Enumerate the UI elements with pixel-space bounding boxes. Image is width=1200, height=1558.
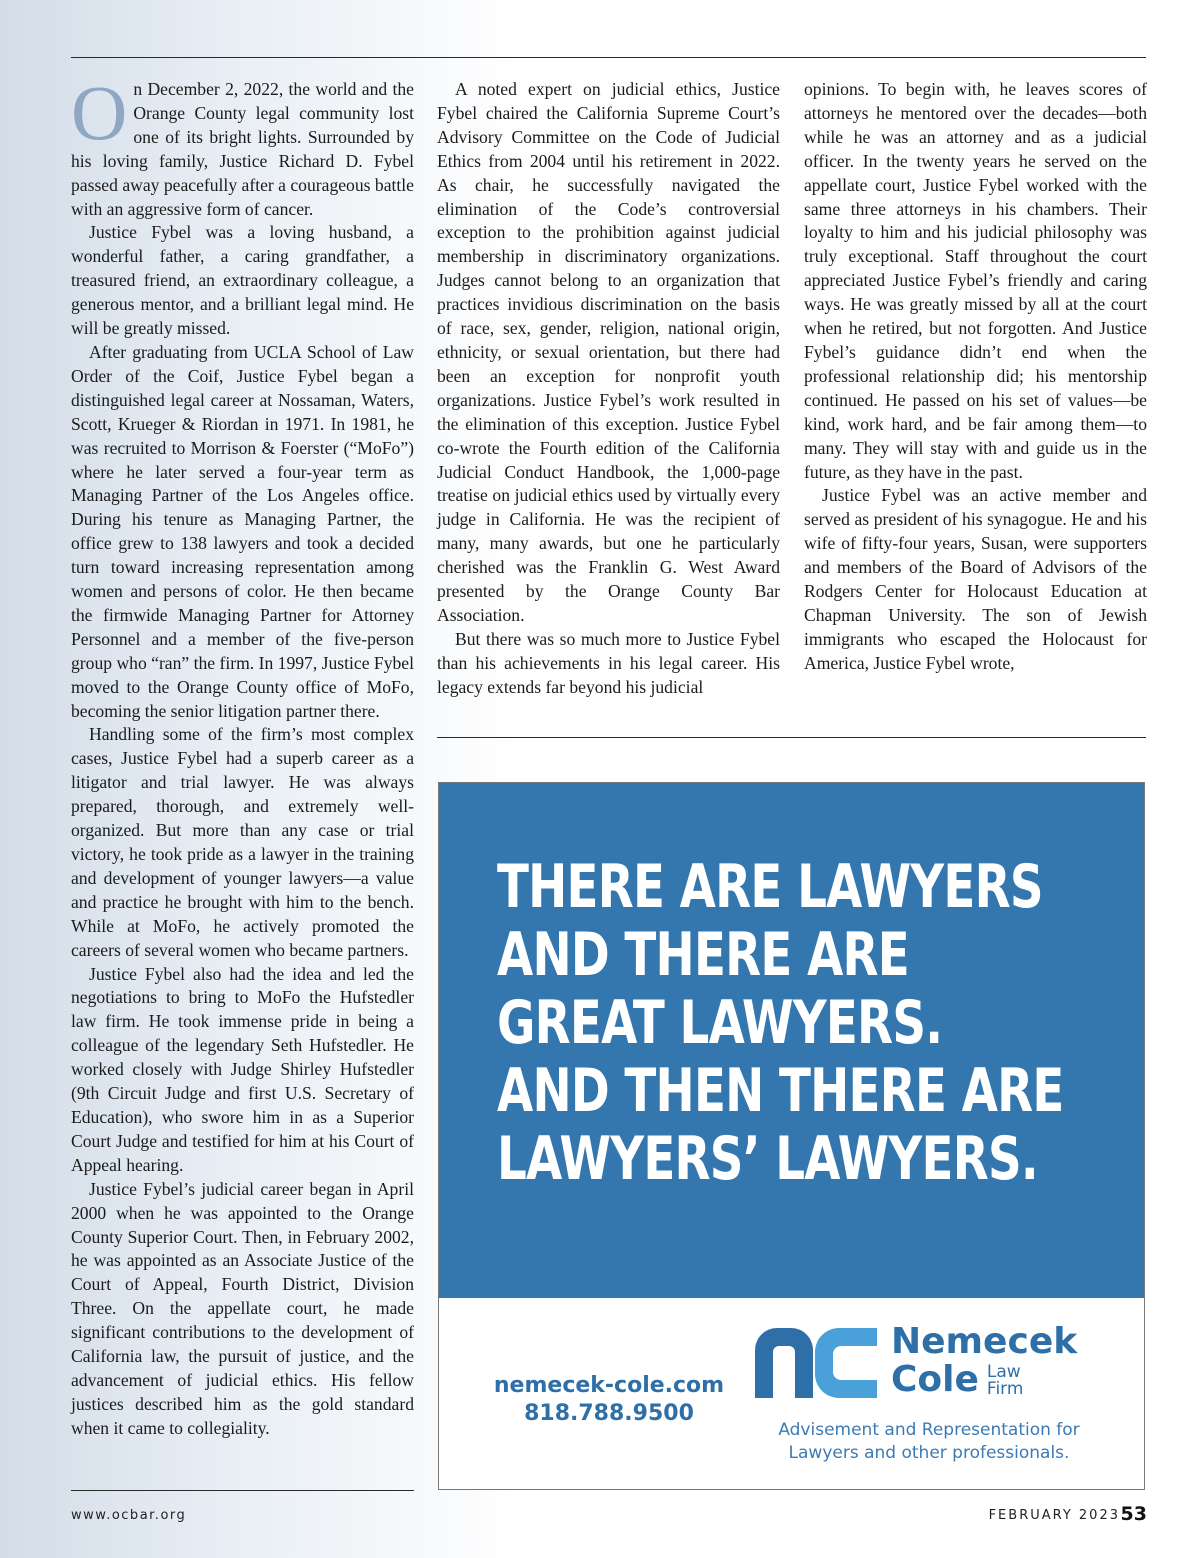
paragraph: Justice Fybel was an active member and served as president of his synagogue. He and his wife of fifty-four years, Susan, were supporters and members of the Board of Advisors of the Rodgers Center for Holocaust Education at Chapman University. The son of Jewish immigrants who escaped the Holocaust for America, Justice Fybel wrote, xyxy=(804,485,1147,673)
nc-logo-icon xyxy=(755,1328,877,1398)
footer-website[interactable]: www.ocbar.org xyxy=(71,1508,187,1523)
ad-headline-line: GREAT LAWYERS. xyxy=(497,988,943,1058)
firm-name xyxy=(891,1323,1077,1399)
column-end-rule xyxy=(71,1490,414,1491)
paragraph: Justice Fybel was a loving husband, a wonderful father, a caring grandfather, a treasured friend, an extraordinary colleague, a generous mentor, and a brilliant legal mind. He will be greatly missed. xyxy=(71,222,414,339)
paragraph: Handling some of the firm’s most complex cases, Justice Fybel had a superb career as a litigator and trial lawyer. He was always prepared, thorough, and extremely well-organized. But more than any case or trial victory, he took pride as a lawyer in the training and development of younger lawyers—a value and practice he brought with him to the bench. While at MoFo, he actively promoted the careers of several women who became partners. xyxy=(71,724,414,960)
advertisement[interactable] xyxy=(438,782,1145,1490)
ad-website-link[interactable]: nemecek-cole.com xyxy=(493,1373,725,1398)
paragraph: Justice Fybel’s judicial career began in April 2000 when he was appointed to the Orange County Superior Court. Then, in February 2002, he was appointed as an Associate Justice of the Court of Appeal, Fourth District, Division Three. On the appellate court, he made significant contributions to the development of California law, the pursuit of justice, and the advancement of judicial ethics. His fellow justices described him as the gold standard when it came to collegiality. xyxy=(71,1178,414,1438)
paragraph: Justice Fybel also had the idea and led the negotiations to bring to MoFo the Hufstedler law firm. He took immense pride in being a colleague of the legendary Seth Hufstedler. He worked closely with Judge Shirley Hufstedler (9th Circuit Judge and first U.S. Secretary of Education), who swore him in as a Superior Court Judge and testified for him at his Court of Appeal hearing. xyxy=(71,963,414,1175)
ad-top-rule xyxy=(437,737,1146,738)
ad-headline-line: THERE ARE LAWYERS xyxy=(497,852,1043,922)
ad-tagline: Advisement and Representation for Lawyers and other professionals. xyxy=(778,1420,1080,1463)
ad-headline-line: AND THERE ARE xyxy=(497,920,909,990)
law-firm-label: Law Firm xyxy=(986,1362,1024,1399)
ad-phone-number[interactable]: 818.788.9500 xyxy=(524,1401,694,1426)
ad-headline-line: AND THEN THERE ARE xyxy=(497,1056,1064,1126)
firm-name-line-1: Nemecek xyxy=(891,1321,1078,1362)
paragraph: But there was so much more to Justice Fybel than his achievements in his legal career. His legacy extends far beyond his judicial xyxy=(437,628,780,697)
ad-headline xyxy=(497,852,1064,1194)
firm-name-line-2-row xyxy=(891,1361,1077,1399)
paragraph: On December 2, 2022, the world and the Orange County legal community lost one of its bright lights. Surrounded by his loving family, Justice Richard D. Fybel passed away peacefully after a courageous battle with an aggressive form of cancer. xyxy=(71,69,414,219)
paragraph: A noted expert on judicial ethics, Justice Fybel chaired the California Supreme Court’s Advisory Committee on the Code of Judicial Ethics from 2004 until his retirement in 2022. As chair, he successfully navigated the elimination of the Code’s controversial exception to the prohibition against judicial membership in discriminatory organizations. Judges cannot belong to an organization that practices invidious discrimination on the basis of race, sex, gender, religion, national origin, ethnicity, or sexual orientation, but there had been an exception for nonprofit youth organizations. Justice Fybel’s work resulted in the elimination of this exception. Justice Fybel co-wrote the Fourth edition of the California Judicial Conduct Handbook, the 1,000-page treatise on judicial ethics used by virtually every judge in California. He was the recipient of many, many awards, but one he particularly cherished was the Franklin G. West Award presented by the Orange County Bar Association. xyxy=(437,79,780,625)
article-column-2 xyxy=(437,78,780,700)
top-rule xyxy=(71,57,1146,58)
article-column-3 xyxy=(804,78,1147,676)
page-number: 53 xyxy=(1120,1503,1147,1525)
firm-name-line-2: Cole xyxy=(891,1359,979,1400)
paragraph: After graduating from UCLA School of Law Order of the Coif, Justice Fybel began a distinguished legal career at Nossaman, Waters, Scott, Krueger & Riordan in 1971. In 1981, he was recruited to Morrison & Foerster (“MoFo”) where he later served a four-year term as Managing Partner of the Los Angeles office. During his tenure as Managing Partner, the office grew to 138 lawyers and took a decided turn toward increasing representation among women and persons of color. He then became the firmwide Managing Partner for Attorney Personnel and a member of the five-person group who “ran” the firm. In 1997, Justice Fybel moved to the Orange County office of MoFo, becoming the senior litigation partner there. xyxy=(71,341,415,721)
article-column-1 xyxy=(71,69,415,1441)
footer-issue-date: FEBRUARY 2023 xyxy=(988,1508,1120,1523)
paragraph: opinions. To begin with, he leaves scores of attorneys he mentored over the decades—both while he was an attorney and as a judicial officer. In the twenty years he served on the appellate court, Justice Fybel worked with the same three attorneys in his chambers. Their loyalty to him and his judicial philosophy was truly exceptional. Staff throughout the court appreciated Justice Fybel’s friendly and caring ways. He was greatly missed by all at the court when he retired, but not forgotten. And Justice Fybel’s guidance didn’t end when the professional relationship did; his mentorship continued. He passed on his set of values—be kind, work hard, and be fair among them—to many. They will stay with and guide us in the future, as they have in the past. xyxy=(804,79,1147,482)
ad-headline-line: LAWYERS’ LAWYERS. xyxy=(497,1124,1038,1194)
drop-cap: O xyxy=(71,69,128,156)
ad-headline-panel xyxy=(439,783,1144,1298)
